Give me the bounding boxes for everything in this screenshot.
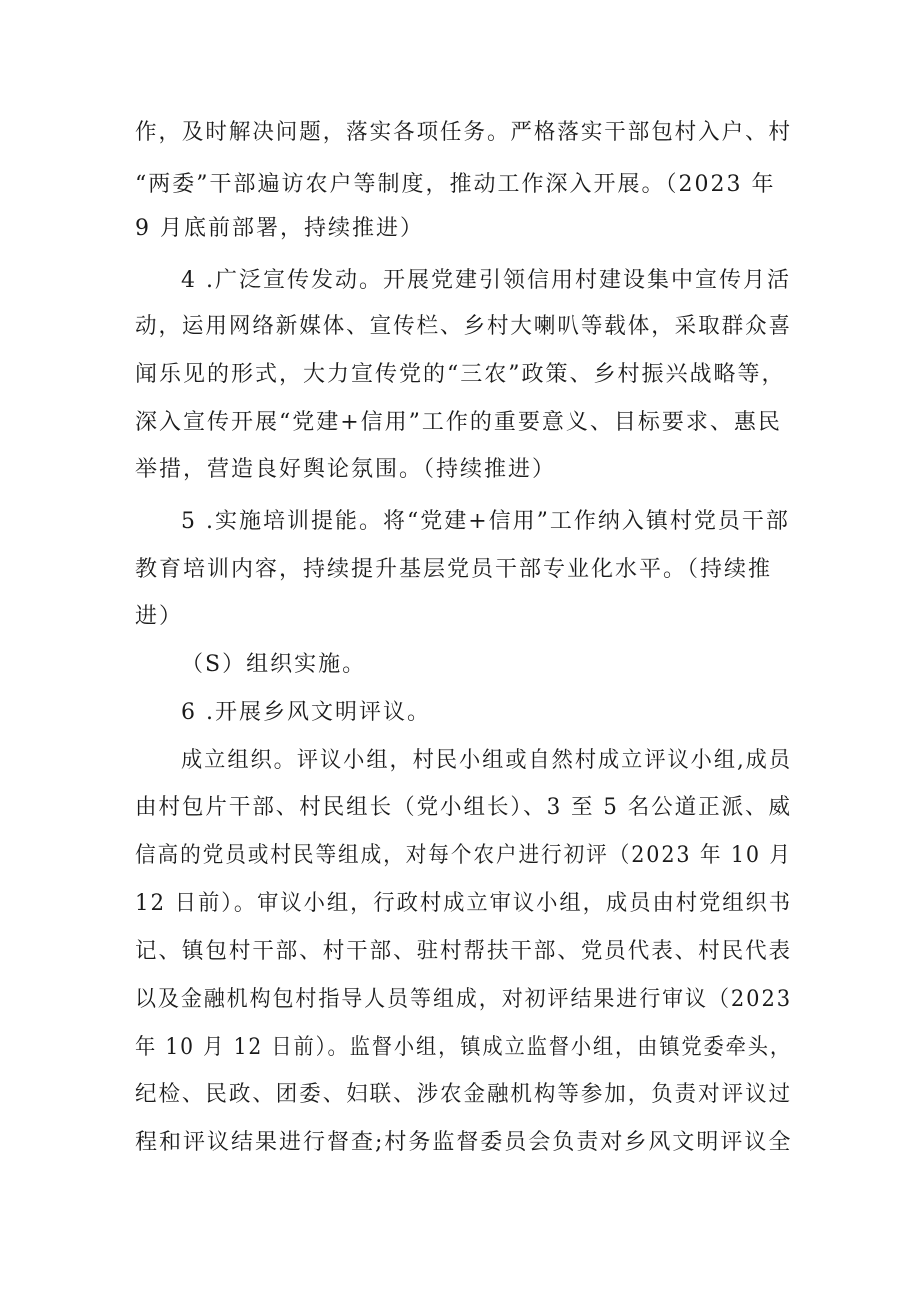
- text-line: 5 .实施培训提能。将“党建+信用”工作纳入镇村党员干部: [181, 509, 790, 534]
- text-line: 教育培训内容，持续提升基层党员干部专业化水平。（持续推: [135, 557, 773, 582]
- text-line: 成立组织。评议小组，村民小组或自然村成立评议小组,成员: [181, 748, 792, 773]
- text-line: 年 10 月 12 日前）。监督小组，镇成立监督小组，由镇党委牵头，: [135, 1035, 792, 1060]
- text-line: 动，运用网络新媒体、宣传栏、乡村大喇叭等载体，采取群众喜: [135, 314, 793, 339]
- section-heading: （S）组织实施。: [181, 652, 367, 677]
- text-line: 进）: [135, 604, 184, 629]
- text-line: 4 .广泛宣传发动。开展党建引领信用村建设集中宣传月活: [181, 268, 791, 293]
- text-line: “两委”干部遍访农户等制度，推动工作深入开展。（2023 年: [135, 172, 776, 197]
- text-line: 作，及时解决问题，落实各项任务。严格落实干部包村入户、村: [135, 120, 793, 145]
- text-line: 记、镇包村干部、村干部、驻村帮扶干部、党员代表、村民代表: [135, 939, 793, 964]
- text-line: 信高的党员或村民等组成，对每个农户进行初评（2023 年 10 月: [135, 843, 792, 868]
- text-line: 闻乐见的形式，大力宣传党的“三农”政策、乡村振兴战略等，: [135, 362, 786, 387]
- text-line: 深入宣传开展“党建+信用”工作的重要意义、目标要求、惠民: [135, 410, 782, 435]
- item-heading: 6 .开展乡风文明评议。: [181, 700, 431, 725]
- text-line: 12 日前）。审议小组，行政村成立审议小组，成员由村党组织书: [135, 891, 792, 916]
- text-line: 纪检、民政、团委、妇联、涉农金融机构等参加，负责对评议过: [135, 1082, 793, 1107]
- text-line: 以及金融机构包村指导人员等组成，对初评结果进行审议（2023: [135, 987, 792, 1012]
- text-line: 举措，营造良好舆论氛围。（持续推进）: [135, 457, 557, 482]
- text-line: 9 月底前部署，持续推进）: [135, 216, 424, 241]
- text-line: 由村包片干部、村民组长（党小组长）、3 至 5 名公道正派、威: [135, 795, 792, 820]
- text-line: 程和评议结果进行督查;村务监督委员会负责对乡风文明评议全: [135, 1130, 793, 1155]
